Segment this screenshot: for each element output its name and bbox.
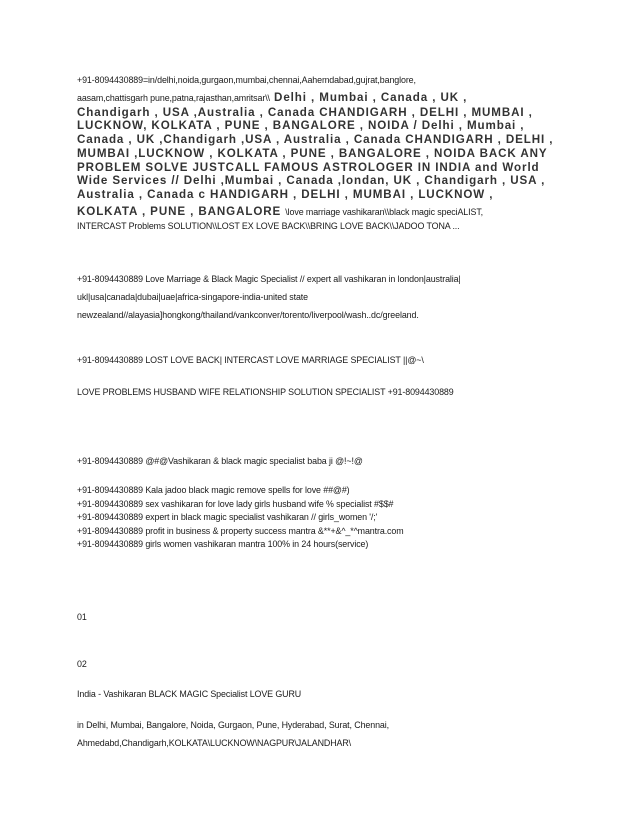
cities-paragraph — [77, 716, 563, 752]
intro-line-8: Wide Services // Delhi ,Mumbai , Canada ,londan, UK , Chandigarh , USA , — [77, 174, 546, 188]
list-item: +91-8094430889 profit in business & property success mantra &**+&^_*^mantra.com — [77, 525, 404, 536]
intro-line-2-small: aasam,chattisgarh pune,patna,rajasthan,amritsar\\ — [77, 92, 270, 103]
intro-line-3: Chandigarh , USA ,Australia , Canada CHANDIGARH , DELHI , MUMBAI , — [77, 105, 533, 119]
london-line-1: +91-8094430889 Love Marriage & Black Magic Specialist // expert all vashikaran in london|australia| — [77, 274, 461, 284]
services-list — [77, 484, 563, 552]
intro-line-2 — [77, 88, 563, 106]
cities-line-2: Ahmedabd,Chandigarh,KOLKATA\LUCKNOW\NAGPUR\JALANDHAR\ — [77, 738, 352, 748]
section-number-01 — [77, 611, 563, 625]
list-item: +91-8094430889 girls women vashikaran mantra 100% in 24 hours(service) — [77, 539, 369, 549]
intro-line-7: PROBLEM SOLVE JUSTCALL FAMOUS ASTROLOGER IN INDIA and World — [77, 160, 540, 174]
love-problems-text: LOVE PROBLEMS HUSBAND WIFE RELATIONSHIP SOLUTION SPECIALIST +91-8094430889 — [77, 387, 454, 397]
intro-line-11: INTERCAST Problems SOLUTION\\LOST EX LOVE BACK\\BRING LOVE BACK\\JADOO TONA ... — [77, 220, 460, 231]
love-problems-line — [77, 386, 563, 400]
number-01-text: 01 — [77, 612, 87, 622]
intro-line-2-big: Delhi , Mumbai , Canada , UK , — [269, 90, 468, 104]
london-line-2: ukl|usa|canada|dubai|uae|africa-singapore-india-united state — [77, 292, 309, 302]
intro-line-9: Australia , Canada c HANDIGARH , DELHI , MUMBAI , LUCKNOW , — [77, 187, 494, 201]
list-item: +91-8094430889 Kala jadoo black magic remove spells for love ##@#) — [77, 485, 350, 495]
intro-line-10-small: \love marriage vashikaran\\black magic speciALIST, — [285, 206, 484, 217]
london-paragraph — [77, 270, 563, 324]
guru-title — [77, 688, 563, 702]
cities-line-1: in Delhi, Mumbai, Bangalore, Noida, Gurgaon, Pune, Hyderabad, Surat, Chennai, — [77, 720, 389, 730]
intro-line-10-big: KOLKATA , PUNE , BANGALORE — [77, 204, 286, 218]
section-number-02 — [77, 658, 563, 672]
list-item: +91-8094430889 sex vashikaran for love lady girls husband wife % specialist #$$# — [77, 498, 394, 509]
intro-line-6: MUMBAI ,LUCKNOW , KOLKATA , PUNE , BANGALORE , NOIDA BACK ANY — [77, 146, 548, 160]
intro-line-10 — [77, 202, 563, 220]
baba-ji-text: +91-8094430889 @#@Vashikaran & black magic specialist baba ji @!~!@ — [77, 456, 363, 466]
london-line-3: newzealand//alayasia]hongkong/thailand/vankconver/torento/liverpool/wash..dc/greeland. — [77, 310, 419, 320]
baba-ji-line — [77, 455, 563, 469]
intro-paragraph — [77, 74, 563, 233]
intro-line-4: LUCKNOW, KOLKATA , PUNE , BANGALORE , NOIDA / Delhi , Mumbai , — [77, 119, 525, 133]
number-02-text: 02 — [77, 659, 87, 669]
list-item: +91-8094430889 expert in black magic specialist vashikaran // girls_women '/;' — [77, 512, 378, 522]
intro-line-5: Canada , UK ,Chandigarh ,USA , Australia , Canada CHANDIGARH , DELHI , — [77, 133, 554, 147]
guru-title-text: India - Vashikaran BLACK MAGIC Specialist LOVE GURU — [77, 689, 302, 699]
lost-love-text: +91-8094430889 LOST LOVE BACK| INTERCAST LOVE MARRIAGE SPECIALIST ||@~\ — [77, 355, 424, 365]
lost-love-line — [77, 354, 563, 368]
intro-line-1: +91-8094430889=in/delhi,noida,gurgaon,mumbai,chennai,Aahemdabad,gujrat,banglore, — [77, 75, 416, 85]
